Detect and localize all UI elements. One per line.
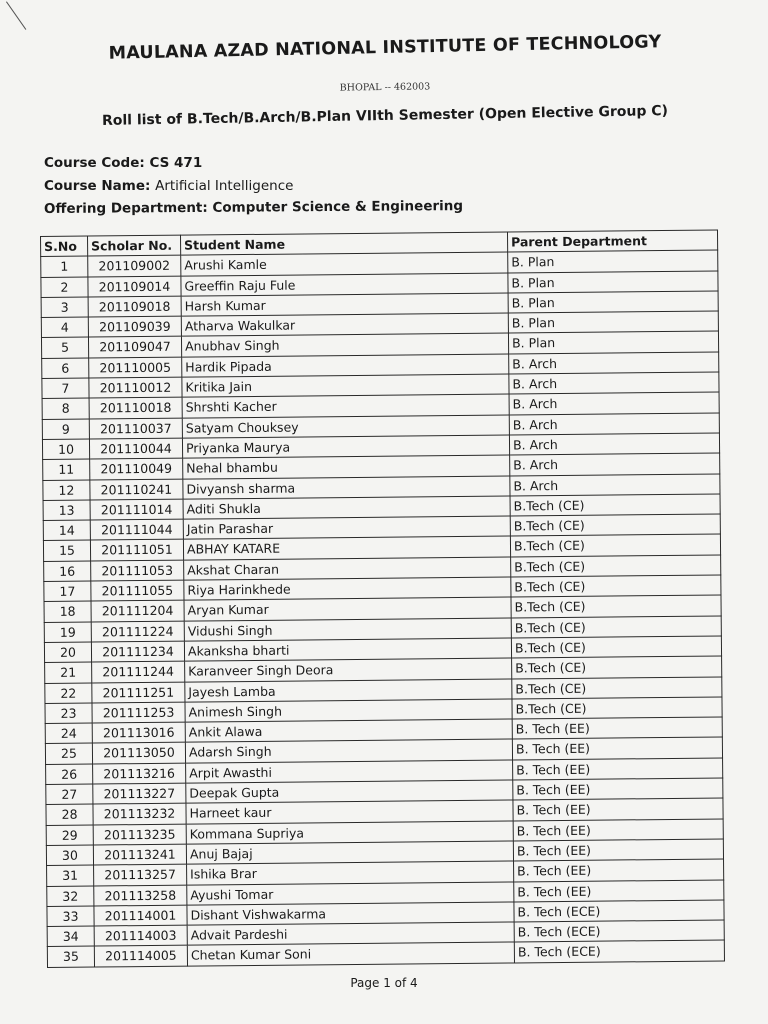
cell-parent-department: B. Arch [510,453,720,475]
institute-title: MAULANA AZAD NATIONAL INSTITUTE OF TECHNOLOGY [108,32,662,64]
cell-parent-department: B. Tech (EE) [513,839,723,861]
cell-parent-department: B.Tech (CE) [511,595,721,617]
roll-table [40,229,725,967]
cell-scholar-no: 201111253 [92,702,185,723]
cell-student-name: Hardik Pipada [182,354,509,377]
header-parent-department: Parent Department [507,230,717,252]
cell-sno: 11 [43,459,90,480]
cell-scholar-no: 201109047 [88,337,181,358]
cell-scholar-no: 201110005 [89,357,182,378]
cell-sno: 17 [44,581,91,602]
cell-parent-department: B.Tech (CE) [511,575,721,597]
cell-scholar-no: 201111234 [91,641,184,662]
course-name-value: Artificial Intelligence [155,178,294,194]
cell-student-name: Ayushi Tomar [187,881,514,904]
cell-parent-department: B. Arch [509,413,719,435]
cell-sno: 30 [46,845,93,866]
cell-sno: 28 [46,804,93,825]
cell-parent-department: B. Tech (EE) [514,879,724,901]
cell-scholar-no: 201113227 [93,783,186,804]
cell-parent-department: B.Tech (CE) [512,656,722,678]
roll-list-title: Roll list of B.Tech/B.Arch/B.Plan VIIth Semester (Open Elective Group C) [101,103,669,129]
cell-student-name: Akshat Charan [184,557,511,580]
cell-scholar-no: 201111055 [91,580,184,601]
offering-department-label: Offering Department: [43,199,208,217]
cell-student-name: Arushi Kamle [181,252,508,275]
cell-sno: 25 [45,743,92,764]
cell-sno: 32 [47,886,94,907]
cell-scholar-no: 201111014 [90,499,183,520]
cell-scholar-no: 201113257 [94,864,187,885]
cell-sno: 6 [42,358,89,379]
cell-scholar-no: 201114001 [94,905,187,926]
cell-student-name: Dishant Vishwakarma [187,902,514,925]
cell-scholar-no: 201111053 [91,560,184,581]
cell-parent-department: B. Tech (ECE) [514,940,724,962]
offering-department-value: Computer Science & Engineering [212,198,464,216]
cell-scholar-no: 201110049 [90,458,183,479]
roll-table-wrapper [40,229,725,967]
cell-parent-department: B. Tech (EE) [513,758,723,780]
cell-scholar-no: 201111224 [91,621,184,642]
cell-student-name: Ishika Brar [187,861,514,884]
cell-sno: 26 [46,764,93,785]
cell-scholar-no: 201111204 [91,600,184,621]
cell-parent-department: B.Tech (CE) [510,494,720,516]
cell-sno: 27 [46,784,93,805]
cell-scholar-no: 201113258 [94,885,187,906]
cell-scholar-no: 201110018 [89,398,182,419]
cell-scholar-no: 201111051 [90,540,183,561]
cell-parent-department: B. Arch [509,352,719,374]
cell-parent-department: B. Tech (ECE) [514,920,724,942]
cell-student-name: Advait Pardeshi [187,922,514,945]
cell-student-name: Atharva Wakulkar [181,313,508,336]
cell-sno: 12 [43,480,90,501]
cell-parent-department: B. Plan [508,271,718,293]
institute-location: BHOPAL -- 462003 [339,81,431,94]
cell-sno: 3 [41,297,88,318]
cell-parent-department: B.Tech (CE) [510,514,720,536]
course-code-value: CS 471 [149,155,203,171]
cell-scholar-no: 201110241 [90,479,183,500]
cell-sno: 7 [42,378,89,399]
cell-student-name: Anubhav Singh [181,333,508,356]
cell-student-name: Deepak Gupta [186,780,513,803]
cell-scholar-no: 201110037 [89,418,182,439]
cell-student-name: Adarsh Singh [185,739,512,762]
cell-parent-department: B. Arch [509,392,719,414]
cell-sno: 18 [44,601,91,622]
cell-student-name: Harneet kaur [186,800,513,823]
cell-sno: 13 [43,500,90,521]
cell-sno: 31 [47,865,94,886]
cell-sno: 2 [41,277,88,298]
cell-student-name: Satyam Chouksey [182,415,509,438]
cell-sno: 35 [47,946,94,967]
cell-parent-department: B. Tech (EE) [513,778,723,800]
cell-student-name: Arpit Awasthi [186,760,513,783]
cell-scholar-no: 201111044 [90,519,183,540]
cell-parent-department: B. Plan [508,311,718,333]
cell-sno: 29 [46,825,93,846]
page-number: Page 1 of 4 [350,976,418,990]
cell-scholar-no: 201113235 [93,824,186,845]
course-name-label: Course Name: [44,178,151,194]
cell-parent-department: B. Tech (EE) [513,798,723,820]
cell-scholar-no: 201109018 [88,296,181,317]
cell-scholar-no: 201111251 [92,682,185,703]
cell-parent-department: B.Tech (CE) [512,697,722,719]
cell-student-name: Akanksha bharti [184,638,511,661]
cell-sno: 20 [44,642,91,663]
cell-student-name: ABHAY KATARE [183,536,510,559]
cell-student-name: Karanveer Singh Deora [185,658,512,681]
cell-sno: 1 [41,256,88,277]
course-code-label: Course Code: [44,155,145,171]
offering-department [44,198,463,217]
cell-sno: 4 [41,317,88,338]
cell-scholar-no: 201113216 [93,763,186,784]
cell-student-name: Divyansh sharma [183,476,510,499]
pen-mark [6,1,26,29]
cell-parent-department: B.Tech (CE) [511,555,721,577]
cell-student-name: Aryan Kumar [184,597,511,620]
cell-sno: 22 [45,683,92,704]
cell-parent-department: B. Tech (EE) [514,859,724,881]
cell-parent-department: B. Tech (EE) [512,717,722,739]
cell-parent-department: B. Tech (ECE) [514,900,724,922]
cell-student-name: Ankit Alawa [185,719,512,742]
cell-scholar-no: 201109014 [88,276,181,297]
cell-student-name: Riya Harinkhede [184,577,511,600]
cell-sno: 16 [44,561,91,582]
cell-parent-department: B.Tech (CE) [510,534,720,556]
header-sno: S.No [41,236,88,257]
cell-scholar-no: 201109039 [88,316,181,337]
cell-scholar-no: 201110044 [89,438,182,459]
cell-sno: 21 [45,662,92,683]
cell-student-name: Aditi Shukla [183,496,510,519]
cell-parent-department: B.Tech (CE) [512,677,722,699]
cell-parent-department: B. Plan [508,291,718,313]
cell-student-name: Anuj Bajaj [186,841,513,864]
cell-scholar-no: 201114003 [94,925,187,946]
cell-sno: 15 [43,540,90,561]
cell-sno: 9 [42,419,89,440]
cell-student-name: Chetan Kumar Soni [187,942,514,965]
cell-parent-department: B. Arch [510,474,720,496]
cell-student-name: Shrshti Kacher [182,394,509,417]
cell-parent-department: B.Tech (CE) [511,616,721,638]
cell-sno: 14 [43,520,90,541]
cell-student-name: Jayesh Lamba [185,679,512,702]
cell-scholar-no: 201113016 [92,722,185,743]
cell-student-name: Animesh Singh [185,699,512,722]
cell-student-name: Priyanka Maurya [182,435,509,458]
cell-parent-department: B. Arch [509,372,719,394]
cell-student-name: Kritika Jain [182,374,509,397]
cell-scholar-no: 201113050 [92,743,185,764]
cell-parent-department: B. Plan [508,331,718,353]
cell-student-name: Nehal bhambu [183,455,510,478]
cell-sno: 34 [47,926,94,947]
cell-sno: 33 [47,906,94,927]
cell-student-name: Greeffin Raju Fule [181,273,508,296]
cell-sno: 24 [45,723,92,744]
cell-sno: 10 [42,439,89,460]
cell-student-name: Jatin Parashar [183,516,510,539]
cell-parent-department: B. Arch [509,433,719,455]
cell-parent-department: B. Tech (EE) [513,819,723,841]
course-name [44,178,293,194]
cell-scholar-no: 201114005 [94,946,187,967]
cell-scholar-no: 201111244 [92,661,185,682]
cell-parent-department: B.Tech (CE) [511,636,721,658]
cell-sno: 5 [41,338,88,359]
cell-sno: 23 [45,703,92,724]
cell-sno: 8 [42,398,89,419]
cell-scholar-no: 201109002 [88,255,181,276]
cell-student-name: Kommana Supriya [186,821,513,844]
cell-scholar-no: 201113241 [93,844,186,865]
cell-student-name: Harsh Kumar [181,293,508,316]
cell-parent-department: B. Plan [508,250,718,272]
course-code [44,155,202,171]
cell-parent-department: B. Tech (EE) [512,737,722,759]
table-body [41,250,725,967]
cell-sno: 19 [44,622,91,643]
cell-student-name: Vidushi Singh [184,618,511,641]
header-scholar-no: Scholar No. [88,235,181,256]
cell-scholar-no: 201110012 [89,377,182,398]
header-student-name: Student Name [180,232,507,255]
cell-scholar-no: 201113232 [93,803,186,824]
